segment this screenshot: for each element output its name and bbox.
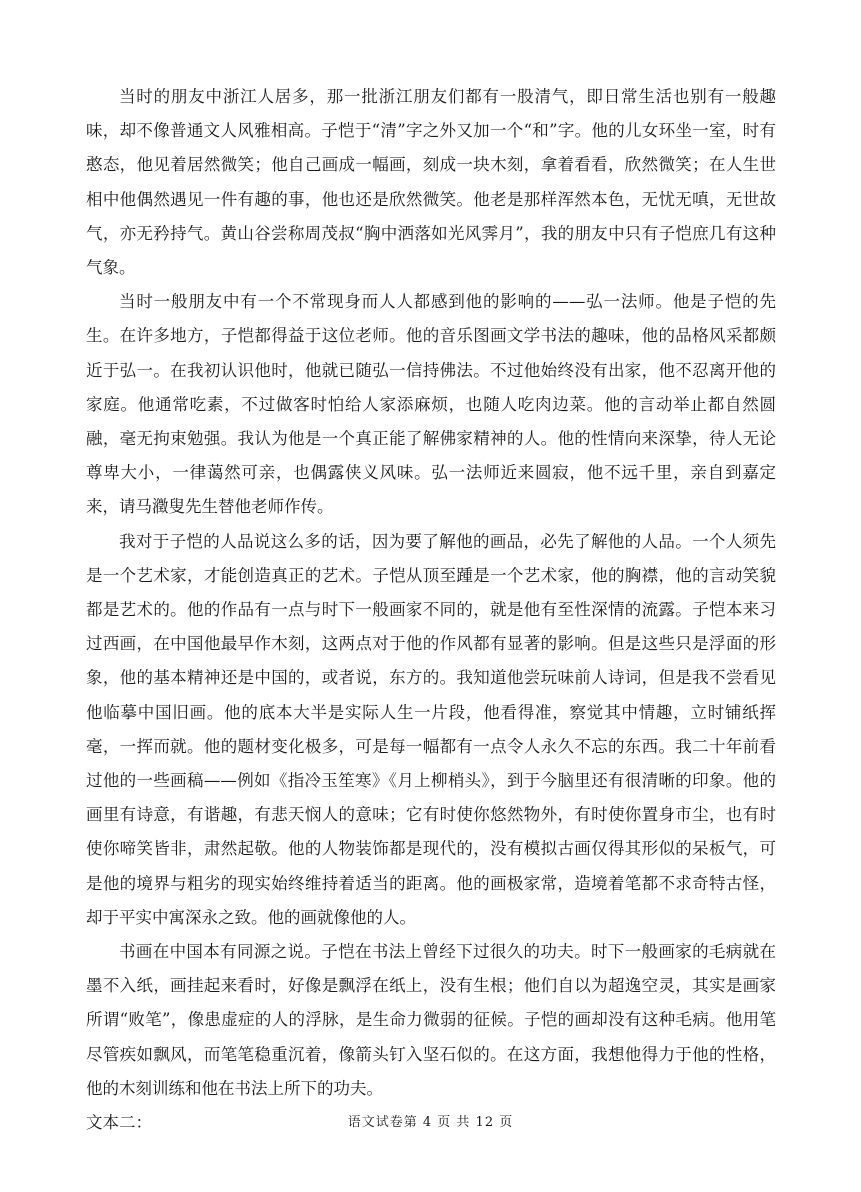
document-body: [86, 80, 776, 1140]
paragraph-1: 当时的朋友中浙江人居多，那一批浙江朋友们都有一股清气，即日常生活也别有一般趣味，却不像普通文人风雅相高。子恺于“清”字之外又加一个“和”字。他的儿女环坐一室，时有憨态，他见着居然微笑；他自己画成一幅画，刻成一块木刻，拿着看看，欣然微笑；在人生世相中他偶然遇见一件有趣的事，他也还是欣然微笑。他老是那样浑然本色，无忧无嗔，无世故气，亦无矜持气。黄山谷尝称周茂叔“胸中洒落如光风霁月”，我的朋友中只有子恺庶几有这种气象。: [86, 87, 776, 278]
paragraph-3: 我对于子恺的人品说这么多的话，因为要了解他的画品，必先了解他的人品。一个人须先是一个艺术家，才能创造真正的艺术。子恺从顶至踵是一个艺术家，他的胸襟，他的言动笑貌都是艺术的。他的作品有一点与时下一般画家不同的，就是他有至性深情的流露。子恺本来习过西画，在中国他最早作木刻，这两点对于他的作风都有显著的影响。但是这些只是浮面的形象，他的基本精神还是中国的，或者说，东方的。我知道他尝玩味前人诗词，但是我不尝看见他临摹中国旧画。他的底本大半是实际人生一片段，他看得准，察觉其中情趣，立时铺纸挥毫，一挥而就。他的题材变化极多，可是每一幅都有一点令人永久不忘的东西。我二十年前看过他的一些画稿——例如《指冷玉笙寒》《月上柳梢头》，到于今脑里还有很清晰的印象。他的画里有诗意，有谐趣，有悲天悯人的意味；它有时使你悠然物外，有时使你置身市尘，也有时使你啼笑皆非，肃然起敬。他的人物装饰都是现代的，没有模拟古画仅得其形似的呆板气，可是他的境界与粗劣的现实始终维持着适当的距离。他的画极家常，造境着笔都不求奇特古怪，却于平实中寓深永之致。他的画就像他的人。: [86, 531, 776, 927]
paragraph-4: 书画在中国本有同源之说。子恺在书法上曾经下过很久的功夫。时下一般画家的毛病就在墨不入纸，画挂起来看时，好像是飘浮在纸上，没有生根；他们自以为超逸空灵，其实是画家所谓“败笔”，像患虚症的人的浮脉，是生命力微弱的征候。子恺的画却没有这种毛病。他用笔尽管疾如飘风，而笔笔稳重沉着，像箭头钉入坚石似的。在这方面，我想他得力于他的性格，他的木刻训练和他在书法上所下的功夫。: [86, 942, 776, 1098]
paragraph-2: 当时一般朋友中有一个不常现身而人人都感到他的影响的——弘一法师。他是子恺的先生。在许多地方，子恺都得益于这位老师。他的音乐图画文学书法的趣味，他的品格风采都颇近于弘一。在我初认识他时，他就已随弘一信持佛法。不过他始终没有出家，他不忍离开他的家庭。他通常吃素，不过做客时怕给人家添麻烦，也随人吃肉边菜。他的言动举止都自然圆融，毫无拘束勉强。我认为他是一个真正能了解佛家精神的人。他的性情向来深挚，待人无论尊卑大小，一律蔼然可亲，也偶露侠义风味。弘一法师近来圆寂，他不远千里，亲自到嘉定来，请马瀓叟先生替他老师作传。: [86, 292, 776, 517]
page-footer: 语文试卷第 4 页 共 12 页: [347, 1115, 514, 1130]
section-label-text-two: 文本二：: [86, 1113, 152, 1133]
